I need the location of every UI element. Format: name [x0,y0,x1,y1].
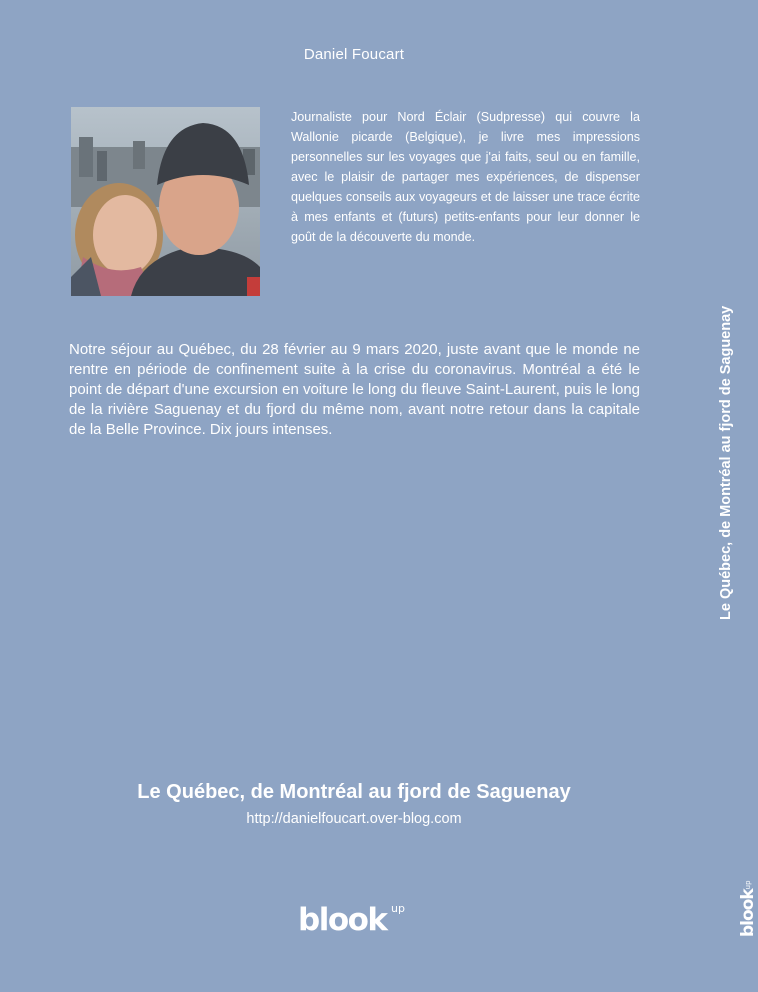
spine-logo-sup: up [744,880,752,890]
spine-publisher-logo [738,880,758,937]
blog-url: http://danielfoucart.over-blog.com [246,811,462,827]
publisher-logo [298,902,405,938]
book-title: Le Québec, de Montréal au fjord de Saguenay [137,781,571,803]
author-name: Daniel Foucart [303,46,405,63]
spine-logo-text: blook [738,889,758,937]
publisher-logo-text: blook [298,902,387,938]
author-bio: Journaliste pour Nord Éclair (Sudpresse) qui couvre la Wallonie picarde (Belgique), je livre mes impressions personnelles sur les voyages que j'ai faits, seul ou en famille, avec le plaisir de partager mes expériences, de dispenser quelques conseils aux voyageurs et de laisser une trace écrite à mes enfants et (futurs) petits-enfants pour leur donner le goût de la découverte du monde. [291,110,640,244]
author-photo [71,107,260,296]
book-summary: Notre séjour au Québec, du 28 février au 9 mars 2020, juste avant que le monde ne rentre en période de confinement suite à la crise du coronavirus. Montréal a été le point de départ d'une excursion en voiture le long du fleuve Saint-Laurent, puis le long de la rivière Saguenay et du fjord du même nom, avant notre retour dans la capitale de la Belle Province. Dix jours intenses. [69,341,640,438]
spine-title: Le Québec, de Montréal au fjord de Saguenay [718,305,734,620]
publisher-logo-sup: up [391,902,405,915]
